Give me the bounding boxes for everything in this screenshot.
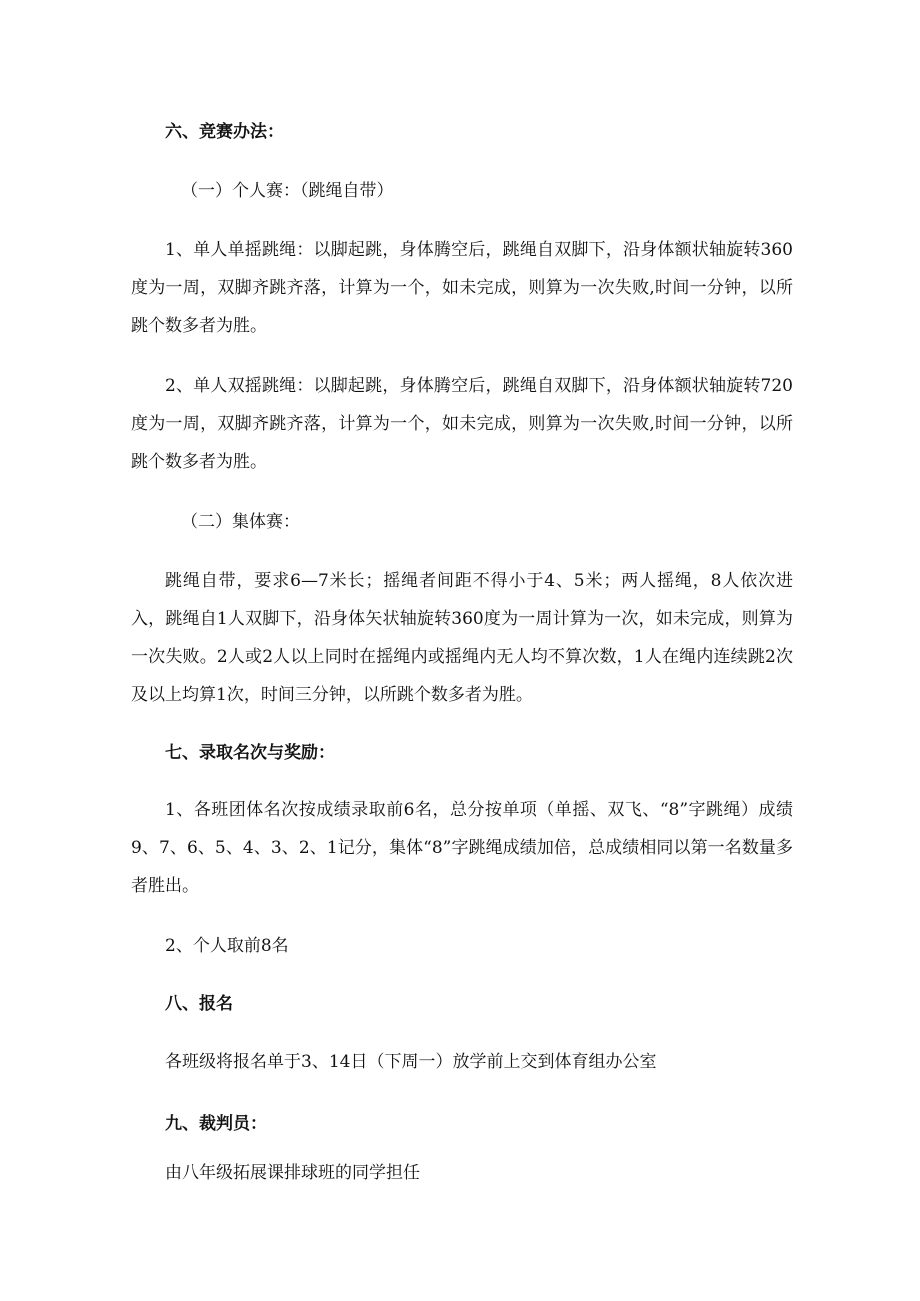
paragraph-single-rope: 1、单人单摇跳绳：以脚起跳，身体腾空后，跳绳自双脚下，沿身体额状轴旋转360度为一周，双脚齐跳齐落，计算为一个，如未完成，则算为一次失败,时间一分钟，以所跳个数多者为胜。 bbox=[131, 240, 793, 336]
paragraph-team-ranking: 1、各班团体名次按成绩录取前6名，总分按单项（单摇、双飞、“8”字跳绳）成绩9、7、6、5、4、3、2、1记分，集体“8”字跳绳成绩加倍，总成绩相同以第一名数量多者胜出。 bbox=[131, 800, 793, 896]
section-heading-referees: 九、裁判员： bbox=[165, 1114, 267, 1134]
paragraph-individual-ranking: 2、个人取前8名 bbox=[165, 936, 289, 956]
section-heading-ranking-awards: 七、录取名次与奖励： bbox=[165, 743, 335, 763]
section-heading-registration: 八、报名 bbox=[165, 994, 233, 1014]
section-heading-competition-rules: 六、竞赛办法： bbox=[165, 122, 284, 142]
subheading-group-event: （二）集体赛： bbox=[181, 512, 300, 532]
paragraph-registration: 各班级将报名单于3、14日（下周一）放学前上交到体育组办公室 bbox=[165, 1052, 657, 1072]
paragraph-group-rules: 跳绳自带，要求6—7米长；摇绳者间距不得小于4、5米；两人摇绳，8人依次进入，跳绳自1人双脚下，沿身体矢状轴旋转360度为一周计算为一次，如未完成，则算为一次失败。2人或2人以上同时在摇绳内或摇绳内无人均不算次数，1人在绳内连续跳2次及以上均算1次，时间三分钟，以所跳个数多者为胜。 bbox=[131, 571, 793, 705]
paragraph-double-rope: 2、单人双摇跳绳：以脚起跳，身体腾空后，跳绳自双脚下，沿身体额状轴旋转720度为一周，双脚齐跳齐落，计算为一个，如未完成，则算为一次失败,时间一分钟，以所跳个数多者为胜。 bbox=[131, 376, 793, 472]
paragraph-referees: 由八年级拓展课排球班的同学担任 bbox=[165, 1163, 420, 1183]
subheading-individual-event: （一）个人赛：（跳绳自带） bbox=[181, 181, 394, 201]
